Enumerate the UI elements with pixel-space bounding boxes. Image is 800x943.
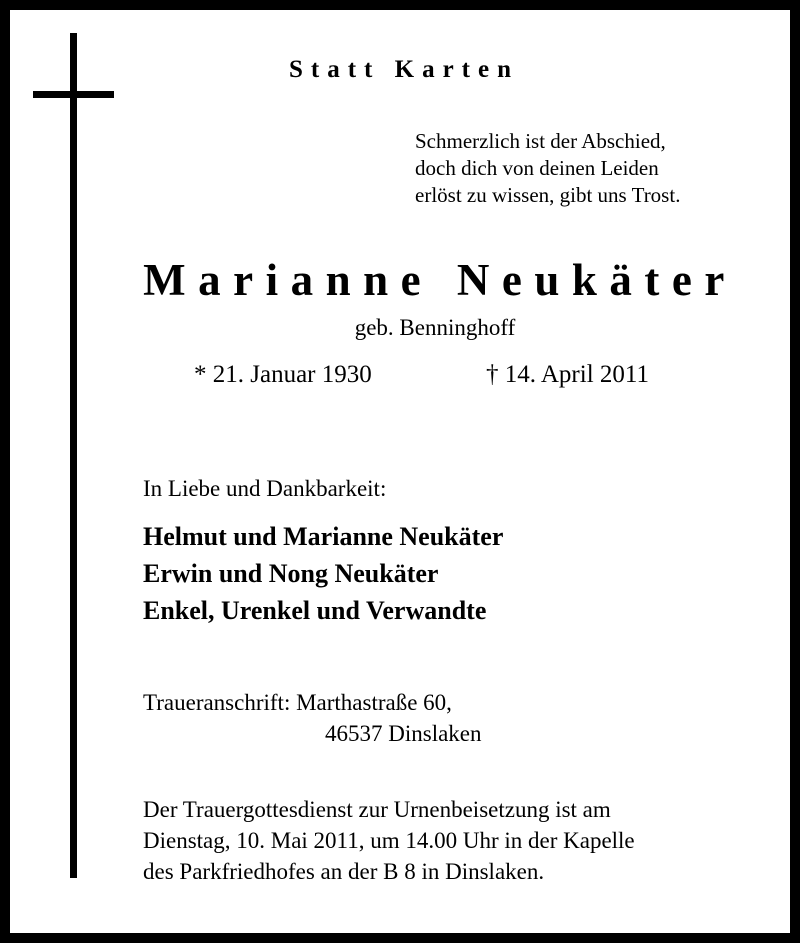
mourners-list — [143, 518, 503, 629]
service-line: Dienstag, 10. Mai 2011, um 14.00 Uhr in der Kapelle — [143, 828, 635, 853]
mourner-name: Enkel, Urenkel und Verwandte — [143, 596, 487, 625]
motto-line: Schmerzlich ist der Abschied, — [415, 129, 666, 153]
death-date: † 14. April 2011 — [486, 361, 649, 388]
address-line-street: Traueranschrift: Marthastraße 60, — [143, 690, 452, 715]
service-line: des Parkfriedhofes an der B 8 in Dinslaken. — [143, 859, 545, 884]
mourner-name: Erwin und Nong Neukäter — [143, 559, 439, 588]
motto-line: erlöst zu wissen, gibt uns Trost. — [415, 183, 681, 207]
deceased-name: Marianne Neukäter — [143, 255, 737, 305]
maiden-name: geb. Benninghoff — [354, 315, 516, 340]
motto-verse — [415, 128, 680, 209]
mourner-name: Helmut und Marianne Neukäter — [143, 522, 504, 551]
service-info — [143, 794, 635, 887]
service-line: Der Trauergottesdienst zur Urnenbeisetzung ist am — [143, 797, 611, 822]
birth-date: * 21. Januar 1930 — [194, 361, 372, 388]
mourning-address — [143, 687, 482, 749]
mourners-intro: In Liebe und Dankbarkeit: — [143, 476, 387, 501]
address-line-city: 46537 Dinslaken — [325, 721, 482, 746]
header-title: Statt Karten — [289, 56, 519, 83]
cross-horizontal-bar — [33, 91, 114, 98]
motto-line: doch dich von deinen Leiden — [415, 156, 659, 180]
cross-vertical-bar — [70, 33, 77, 878]
